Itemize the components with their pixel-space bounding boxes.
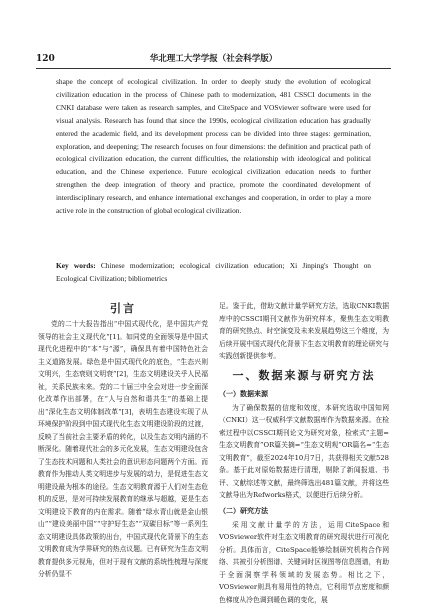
abstract-text: shape the concept of ecological civilization. In order to deeply study the evolution of ecological civilization education in the process of Chinese path to modernization, 481 CSSCI documents in the CNKI database were taken as research samples, and CiteSpace and VOSviewer software were used for visual analysis. Research has found that since the 1990s, ecological civilization education has gradually entered the academic field, and its development process can be divided into three stages: germination, exploration, and deepening; The research focuses on four dimensions: the definition and practical path of ecological civilization education, the current difficulties, the relationship with ideological and political education, and the Chinese experience. Future ecological civilization education needs to further strengthen the deep integration of theory and practice, promote the coordinated development of interdisciplinary research, and enhance international exchanges and cooperation, in order to play a more active role in the construction of global ecological civilization. bbox=[56, 76, 371, 218]
keywords-text: Chinese modernization; ecological civilization education; Xi Jinping's Thought on Ecological Civilization; bibliometrics bbox=[56, 261, 371, 283]
keywords-label: Key words: bbox=[56, 261, 96, 270]
intro-heading: 引言 bbox=[38, 300, 208, 318]
intro-paragraph: 党的二十大报告指出“中国式现代化，是中国共产党领导的社会主义现代化”[1]。如同党的全面领导是中国式现代化进程中的“本”与“源”，确保具有着中国特色社会主义道路发展。绿色是中国式现代化的底色，“生态兴则文明兴，生态衰则文明衰”[2]，生态文明建设关乎人民福祉，关系民族未来。党的二十届三中全会对进一步全面深化改革作出部署，在“人与自然和谐共生”的基础上提出“深化生态文明体制改革”[3]，表明生态建设实现了从环境保护阶段到中国式现代化生态文明建设阶段的过渡，反映了当前社会主要矛盾的转化，以及生态文明内涵的不断深化。随着现代社会的多元化发展，生态文明建设包含了生态技术问题和人类社会的意识形态问题两个方面。而教育作为推动人类文明进步与发展的动力，是促进生态文明建设最为根本的途径。生态文明教育源于人们对生态危机的反思，是对可持续发展教育的继承与超越，更是生态文明建设下教育的内在需求。随着“绿水青山就是金山银山”“建设美丽中国”“守护好生态”“双碳目标”等一系列生态文明建设具体政策的出台，中国式现代化背景下的生态文明教育成为学界研究的热点议题。已有研究为生态文明教育提供多元视角，但对于现有文献的系统性梳理与深度分析仍显不 bbox=[38, 318, 208, 581]
page-header bbox=[36, 52, 391, 69]
methods-paragraph: 采用文献计量学的方法，运用CiteSpace和VOSviewer软件对生态文明教育的研究现状进行可视化分析。具体而言，CiteSpace能够绘制研究机构合作网络、共被引分析图谱、关键词时区视图等信息图谱，有助于全面洞察学科领域的发展态势。相比之下，VOSviewer则具有易用性的特点，它利用节点密度和颜色梯度从冷色调到暖色调的变化，展 bbox=[219, 519, 389, 606]
data-source-paragraph: 为了确保数据的信度和效度，本研究选取中国知网（CNKI）这一权威科学文献数据库作为数据来源。在检索过程中以CSSCI期刊论文为研究对象，检索式“主题=生态文明教育”OR篇关摘=“生态文明观”OR篇名=“生态文明教育”，截至2024年10月7日，共获得相关文献528条。基于此对原始数据进行清理，剔除了新闻报道、书评、文献综述等文献，最终筛选出481篇文献，并将这些文献导出为Refworks格式，以便进行后续分析。 bbox=[219, 402, 389, 502]
right-column bbox=[219, 300, 389, 606]
keywords bbox=[56, 260, 371, 286]
page-number: 120 bbox=[36, 52, 55, 66]
intro-continuation: 足。鉴于此，借助文献计量学研究方法，选取CNKI数据库中的CSSCI期刊文献作为研究样本，聚焦生态文明教育的研究热点、时空演变及未来发展趋势这三个维度，为后续开展中国式现代化背景下生态文明教育的理论研究与实践创新提供参考。 bbox=[219, 300, 389, 363]
left-column bbox=[38, 300, 208, 581]
subsection-methods: （二）研究方法 bbox=[219, 505, 389, 517]
subsection-data-source: （一）数据来源 bbox=[219, 388, 389, 400]
journal-title: 华北理工大学学报（社会科学版） bbox=[36, 52, 391, 66]
section-heading: 一、数据来源与研究方法 bbox=[219, 367, 389, 385]
